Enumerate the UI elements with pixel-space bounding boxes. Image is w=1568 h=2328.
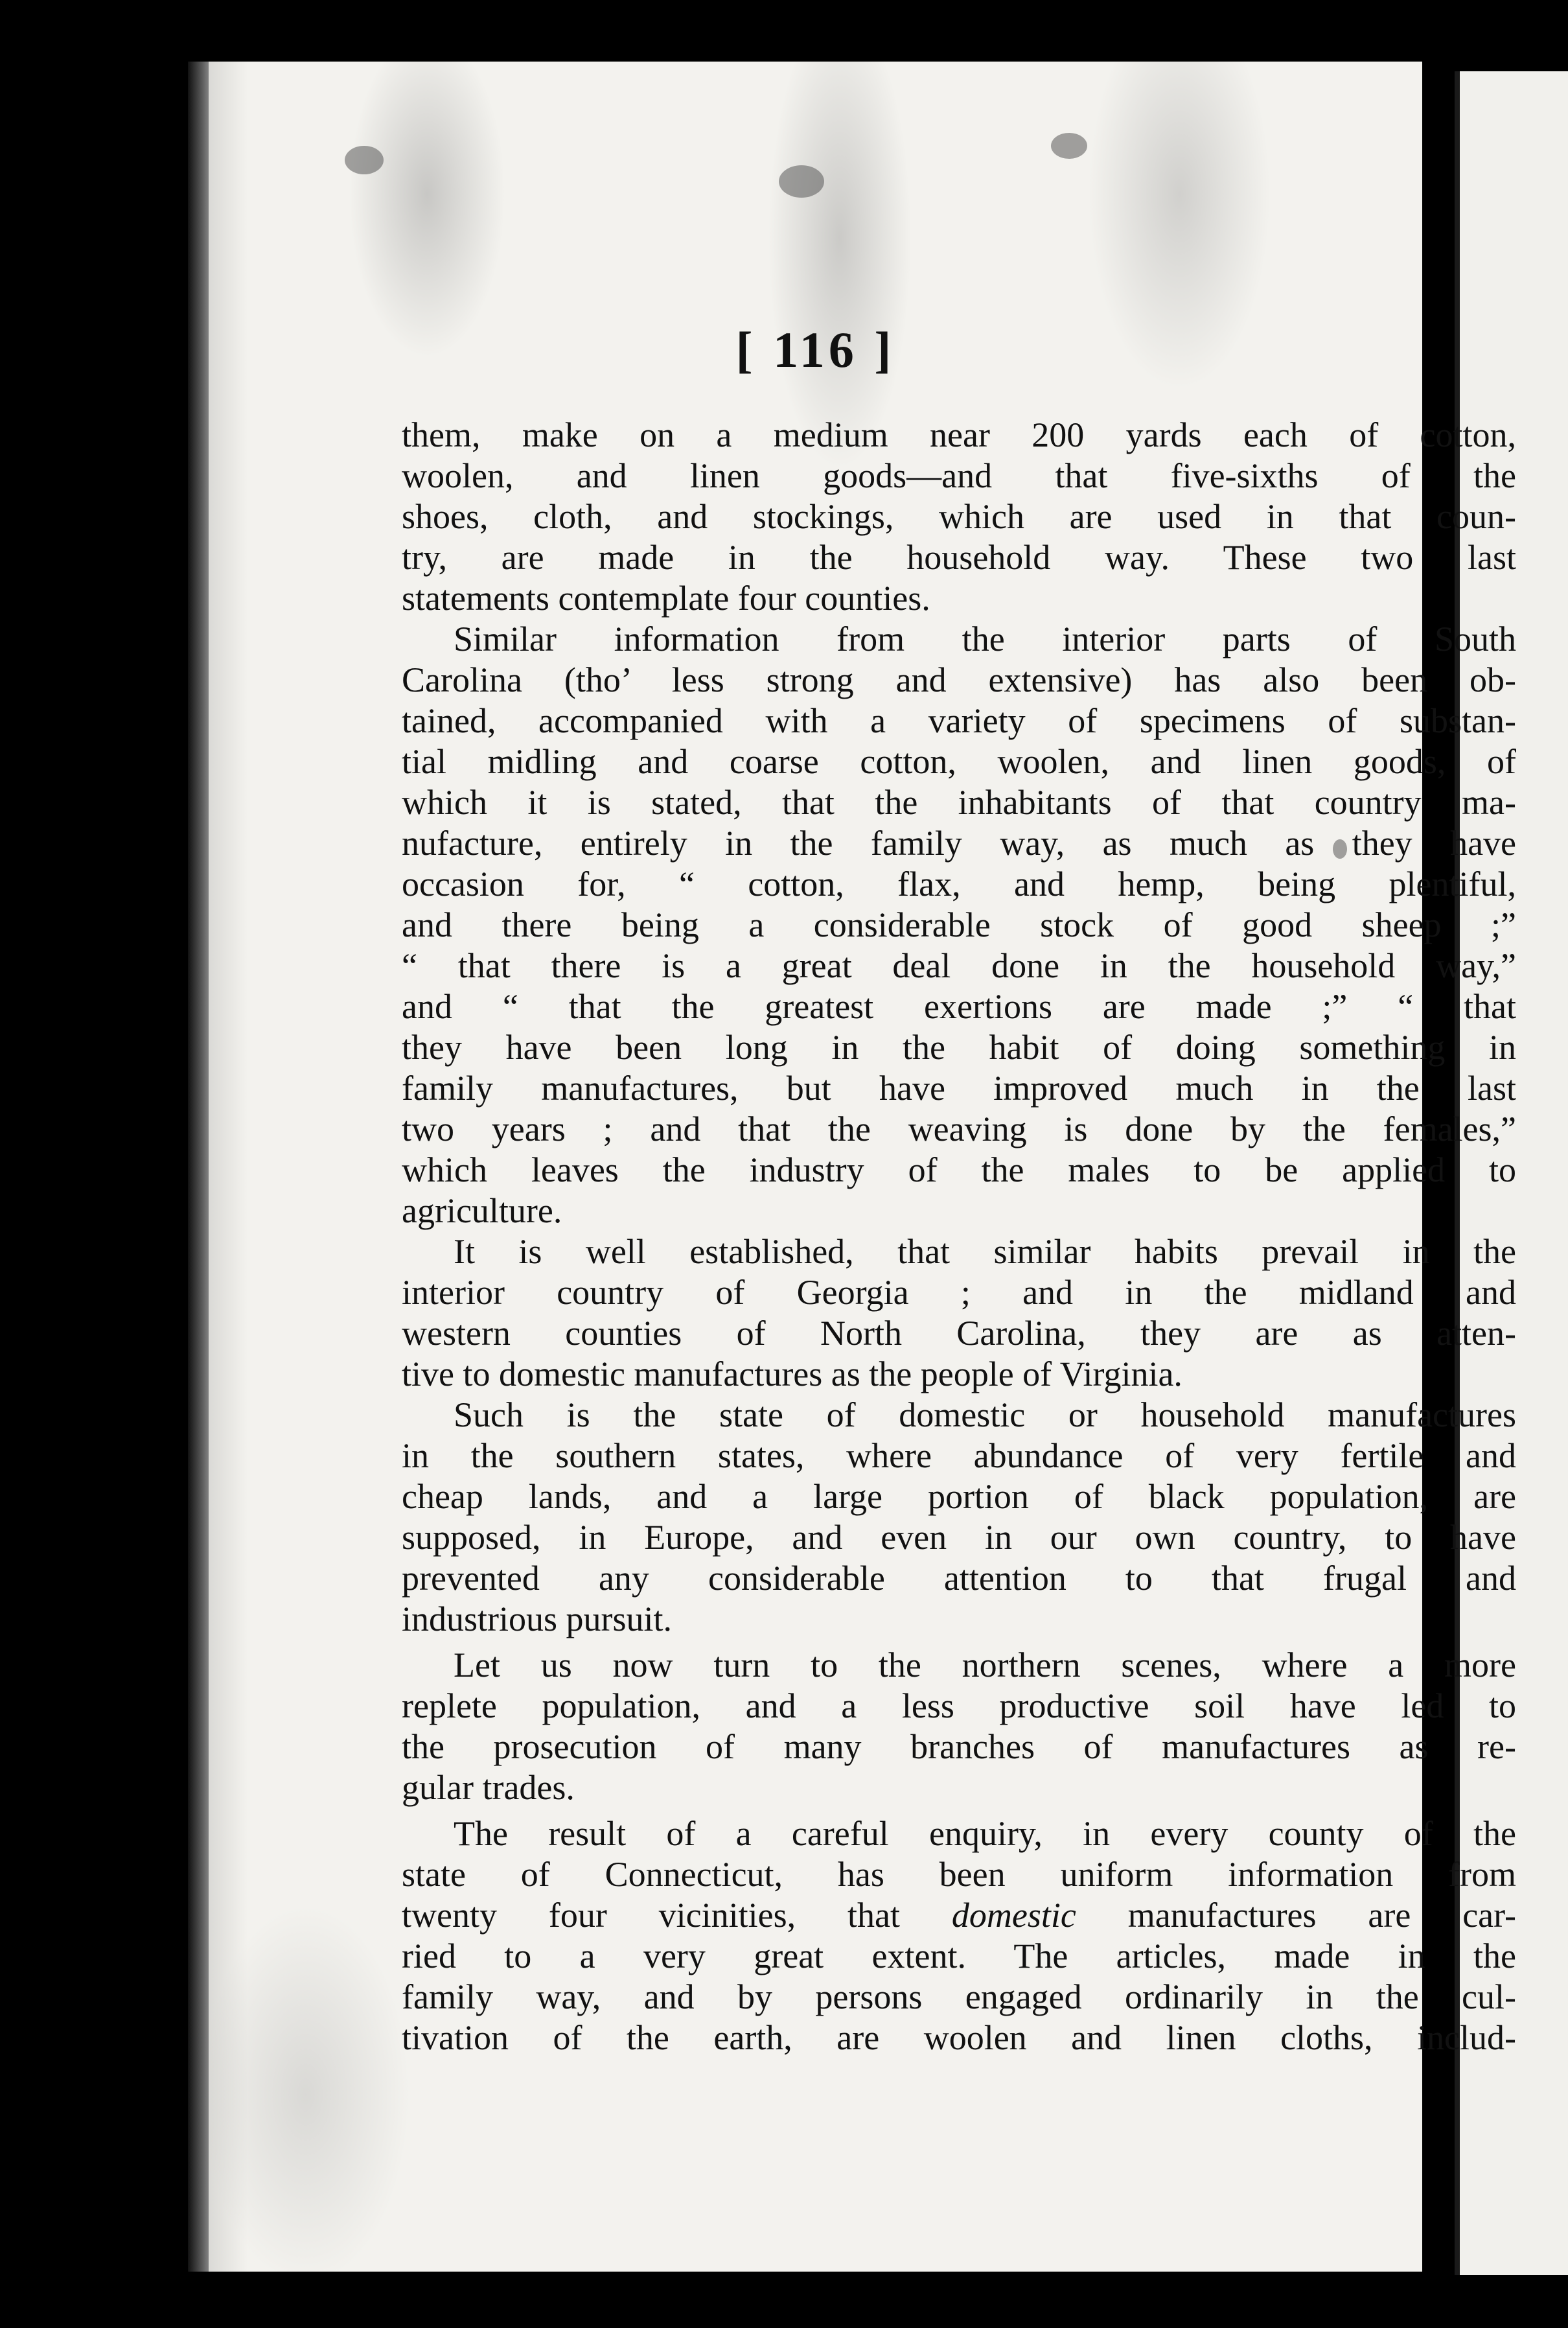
paragraph-start-line: It is well established, that similar habits prevail in the (454, 1232, 1516, 1271)
text-line: which leaves the industry of the males to be applied to (402, 1150, 1516, 1189)
text-fragment: twenty four vicinities, that (402, 1896, 900, 1935)
text-line: woolen, and linen goods—and that five-sixths of the (402, 456, 1516, 495)
book-page (209, 62, 1517, 2272)
paragraph-start-line: The result of a careful enquiry, in every county of the (454, 1814, 1516, 1853)
text-line: state of Connecticut, has been uniform information from (402, 1855, 1516, 1894)
text-line (402, 1895, 1516, 1936)
page-stain (779, 165, 824, 198)
text-line: “ that there is a great deal done in the household way,” (402, 946, 1516, 985)
page-number-header: [ 116 ] (735, 321, 895, 378)
text-line: tive to domestic manufactures as the people of Virginia. (402, 1355, 1182, 1393)
text-line: replete population, and a less productive soil have led to (402, 1686, 1516, 1725)
text-line: them, make on a medium near 200 yards each of cotton, (402, 415, 1516, 454)
text-line: occasion for, “ cotton, flax, and hemp, being plentiful, (402, 865, 1516, 903)
text-line: tivation of the earth, are woolen and linen cloths, includ- (402, 2018, 1516, 2057)
paragraph-start-line: Similar information from the interior parts of South (454, 620, 1516, 658)
text-line: shoes, cloth, and stockings, which are used in that coun- (402, 497, 1516, 536)
text-line: agriculture. (402, 1191, 562, 1230)
text-line: two years ; and that the weaving is done by the females,” (402, 1110, 1516, 1148)
text-line: and there being a considerable stock of good sheep ;” (402, 905, 1516, 944)
text-line: cheap lands, and a large portion of black population, are (402, 1477, 1516, 1516)
text-line: the prosecution of many branches of manufactures as re- (402, 1727, 1516, 1766)
text-line: western counties of North Carolina, they are as atten- (402, 1314, 1516, 1353)
text-line: prevented any considerable attention to that frugal and (402, 1559, 1516, 1598)
text-line: which it is stated, that the inhabitants of that country ma- (402, 783, 1516, 822)
text-line: tained, accompanied with a variety of specimens of substan- (402, 701, 1516, 740)
text-line: industrious pursuit. (402, 1600, 673, 1638)
text-line: in the southern states, where abundance of very fertile and (402, 1436, 1516, 1475)
text-line: they have been long in the habit of doing something in (402, 1028, 1516, 1067)
text-line: family way, and by persons engaged ordinarily in the cul- (402, 1977, 1516, 2016)
paragraph-start-line: Let us now turn to the northern scenes, where a more (454, 1646, 1516, 1684)
italic-word: domestic (951, 1896, 1076, 1935)
text-line: and “ that the greatest exertions are made ;” “ that (402, 987, 1516, 1026)
text-line: family manufactures, but have improved much in the last (402, 1069, 1516, 1108)
text-line: ried to a very great extent. The articles, made in the (402, 1937, 1516, 1975)
page-stain (1051, 133, 1087, 159)
text-line: gular trades. (402, 1768, 575, 1807)
text-fragment: manufactures are car- (1127, 1896, 1517, 1935)
text-line: Carolina (tho’ less strong and extensive) has also been ob- (402, 660, 1516, 699)
paragraph-start-line: Such is the state of domestic or household manufactures (454, 1395, 1516, 1434)
text-line: interior country of Georgia ; and in the midland and (402, 1273, 1516, 1312)
text-line: nufacture, entirely in the family way, as much as they have (402, 824, 1516, 863)
page-stain (345, 146, 384, 174)
text-line: statements contemplate four counties. (402, 579, 930, 618)
text-line: supposed, in Europe, and even in our own country, to have (402, 1518, 1516, 1557)
body-text (402, 415, 1516, 2058)
book-spine-shadow (188, 62, 210, 2272)
text-line: tial midling and coarse cotton, woolen, and linen goods, of (402, 742, 1516, 781)
text-line: try, are made in the household way. These two last (402, 538, 1516, 577)
